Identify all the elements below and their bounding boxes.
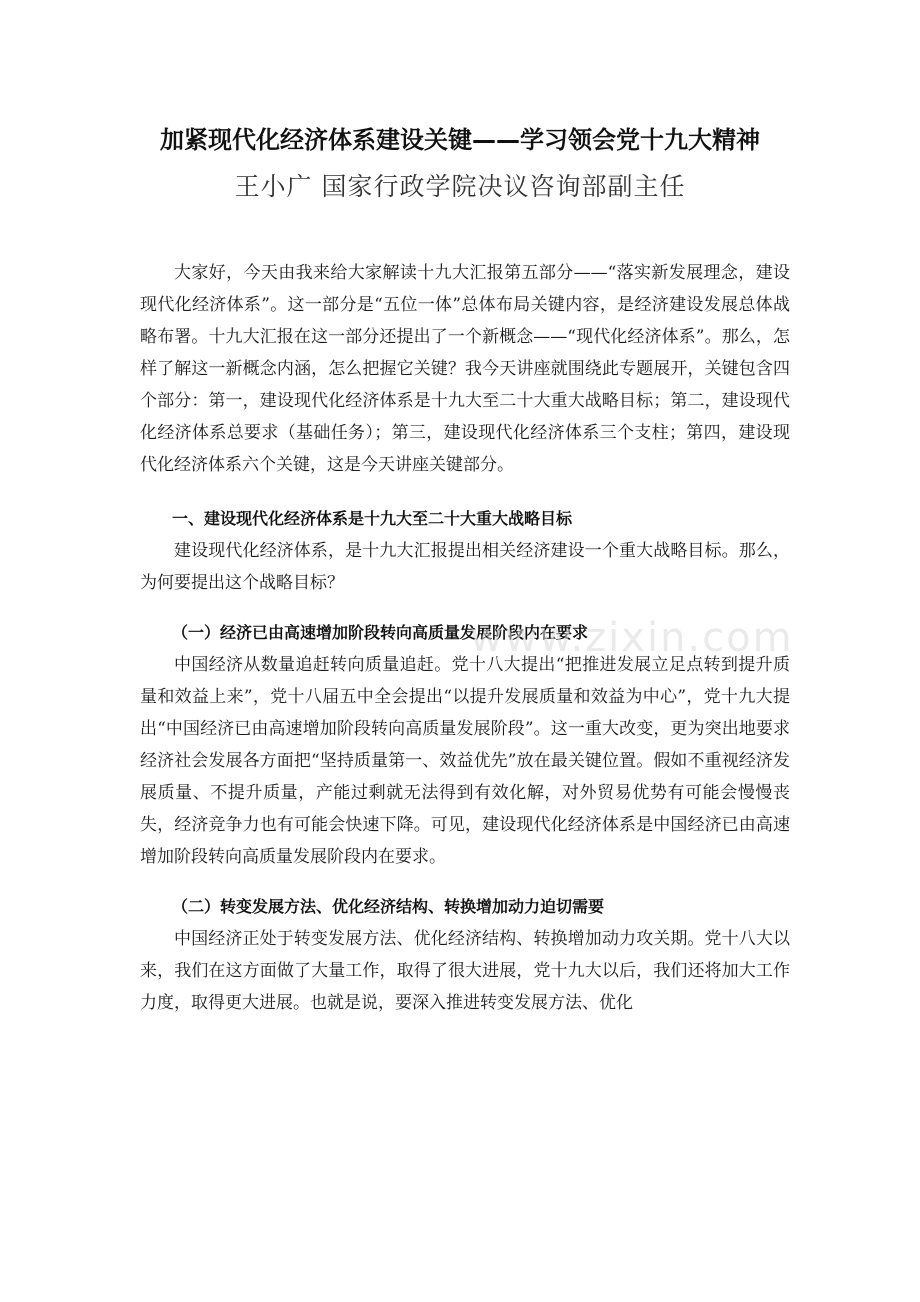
watermark-text: www.zixin.com	[470, 615, 794, 661]
subsection-1-paragraph: 中国经济从数量追赶转向质量追赶。党十八大提出“把推进发展立足点转到提升质量和效益上来”，党十八届五中全会提出“以提升发展质量和效益为中心”，党十九大提出“中国经济已由高速增加阶段转向高质量发展阶段”。这一重大改变，更为突出地要求经济社会发展各方面把“坚持质量第一、效益优先”放在最关键位置。假如不重视经济发展质量、不提升质量，产能过剩就无法得到有效化解，对外贸易优势有可能会慢慢丧失，经济竞争力也有可能会快速下降。可见，建设现代化经济体系是中国经济已由高速增加阶段转向高质量发展阶段内在要求。	[140, 655, 790, 867]
subsection-2-paragraph: 中国经济正处于转变发展方法、优化经济结构、转换增加动力攻关期。党十八大以来，我们在这方面做了大量工作，取得了很大进展，党十九大以后，我们还将加大工作力度，取得更大进展。也就是说，要深入推进转变发展方法、优化	[140, 929, 790, 1013]
spacer	[140, 481, 790, 503]
spacer	[140, 873, 790, 891]
document-body	[140, 257, 790, 1019]
document-title: 加紧现代化经济体系建设关键——学习领会党十九大精神	[160, 126, 760, 154]
section-1-paragraph: 建设现代化经济体系，是十九大汇报提出相关经济建设一个重大战略目标。那么，为何要提出这个战略目标？	[140, 541, 790, 593]
spacer	[140, 599, 790, 617]
section-heading-1: 一、建设现代化经济体系是十九大至二十大重大战略目标	[172, 509, 573, 528]
author-line: 王小广 国家行政学院决议咨询部副主任	[234, 172, 686, 201]
intro-paragraph: 大家好，今天由我来给大家解读十九大汇报第五部分——“落实新发展理念，建设现代化经济体系”。这一部分是“五位一体”总体布局关键内容，是经济建设发展总体战略布署。十九大汇报在这一部分还提出了一个新概念——“现代化经济体系”。那么，怎样了解这一新概念内涵，怎么把握它关键？我今天讲座就围绕此专题展开，关键包含四个部分：第一，建设现代化经济体系是十九大至二十大重大战略目标；第二，建设现代化经济体系总要求（基础任务）；第三，建设现代化经济体系三个支柱；第四，建设现代化经济体系六个关键，这是今天讲座关键部分。	[140, 263, 790, 475]
subsection-heading-2: （二）转变发展方法、优化经济结构、转换增加动力迫切需要	[172, 897, 605, 916]
subsection-heading-1: （一）经济已由高速增加阶段转向高质量发展阶段内在要求	[172, 623, 589, 642]
